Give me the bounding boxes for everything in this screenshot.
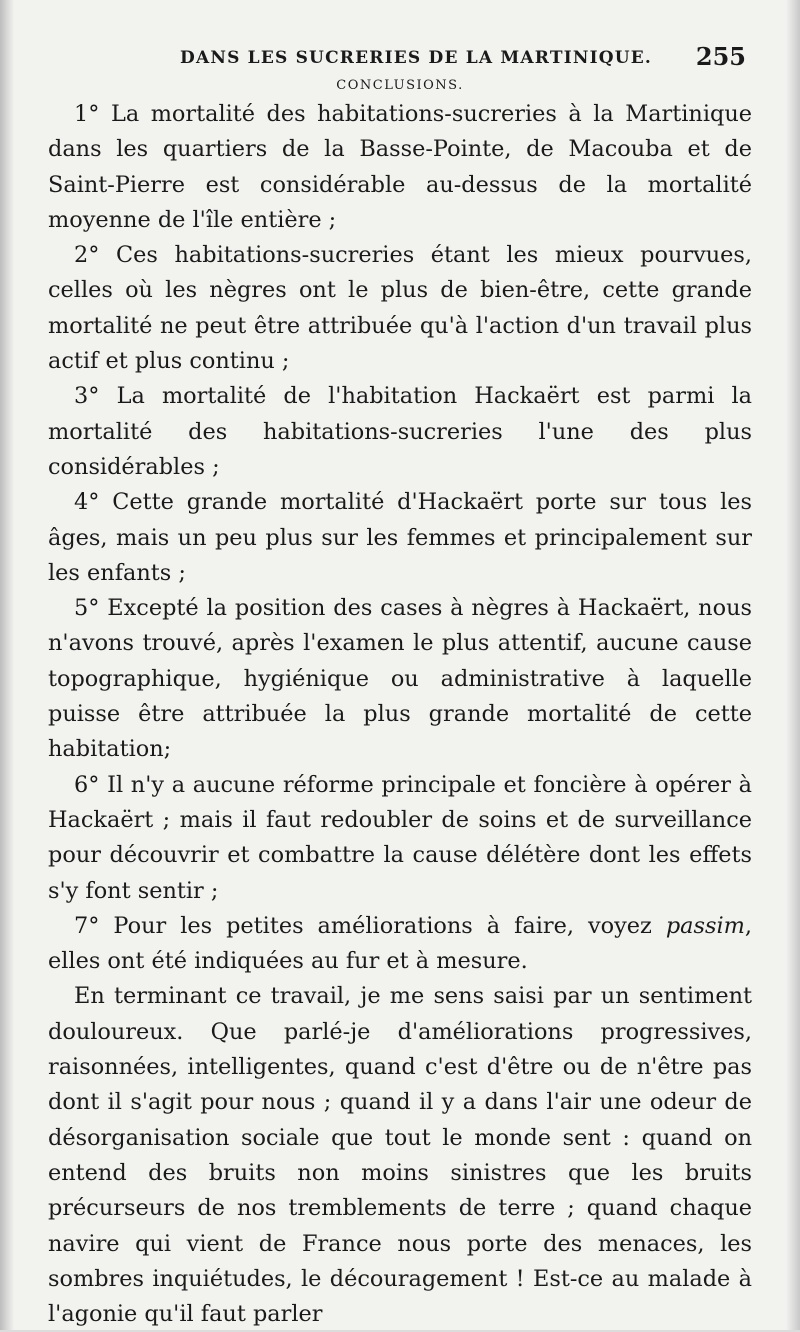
page-number: 255 [695, 42, 746, 71]
page-edge-shadow-left [0, 0, 14, 1330]
running-head [48, 42, 752, 72]
conclusion-7 [48, 909, 752, 980]
page-edge-shadow-right [786, 0, 800, 1330]
conclusion-7-text-start: 7° Pour les petites améliorations à faire, voyez [74, 912, 666, 939]
section-title: CONCLUSIONS. [336, 78, 464, 93]
closing-paragraph: En terminant ce travail, je me sens saisi par un sentiment douloureux. Que parlé-je d'améliorations progressives, raisonnées, intelligentes, quand c'est d'être ou de n'être pas dont il s'agit pour nous ; quand il y a dans l'air une odeur de désorganisation sociale que tout le monde sent : quand on entend des bruits non moins sinistres que les bruits précurseurs de nos tremblements de terre ; quand chaque navire qui vient de France nous porte des menaces, les sombres inquiétudes, le découragement ! Est-ce au malade à l'agonie qu'il faut parler [48, 983, 752, 1328]
conclusion-1: 1° La mortalité des habitations-sucreries à la Martinique dans les quartiers de la Basse-Pointe, de Macouba et de Saint-Pierre est considérable au-dessus de la mortalité moyenne de l'île entière ; [48, 101, 752, 233]
conclusion-3: 3° La mortalité de l'habitation Hackaërt est parmi la mortalité des habitations-sucreries l'une des plus considérables ; [48, 383, 752, 480]
conclusion-7-text-end: , elles ont été indiquées au fur et à mesure. [48, 912, 752, 975]
conclusion-2: 2° Ces habitations-sucreries étant les mieux pourvues, celles où les nègres ont le plus de bien-être, cette grande mortalité ne peut être attribuée qu'à l'action d'un travail plus actif et plus continu ; [48, 242, 752, 375]
conclusion-4: 4° Cette grande mortalité d'Hackaërt porte sur tous les âges, mais un peu plus sur les femmes et principalement sur les enfants ; [48, 489, 752, 586]
conclusion-5: 5° Excepté la position des cases à nègres à Hackaërt, nous n'avons trouvé, après l'examen le plus attentif, aucune cause topographique, hygiénique ou administrative à laquelle puisse être attribuée la plus grande mortalité de cette habitation; [48, 595, 752, 763]
running-title: DANS LES SUCRERIES DE LA MARTINIQUE. [180, 48, 653, 68]
conclusion-7-italic-word: passim [665, 912, 745, 939]
conclusion-6: 6° Il n'y a aucune réforme principale et foncière à opérer à Hackaërt ; mais il faut redoubler de soins et de surveillance pour découvrir et combattre la cause délétère dont les effets s'y font sentir ; [48, 771, 752, 904]
